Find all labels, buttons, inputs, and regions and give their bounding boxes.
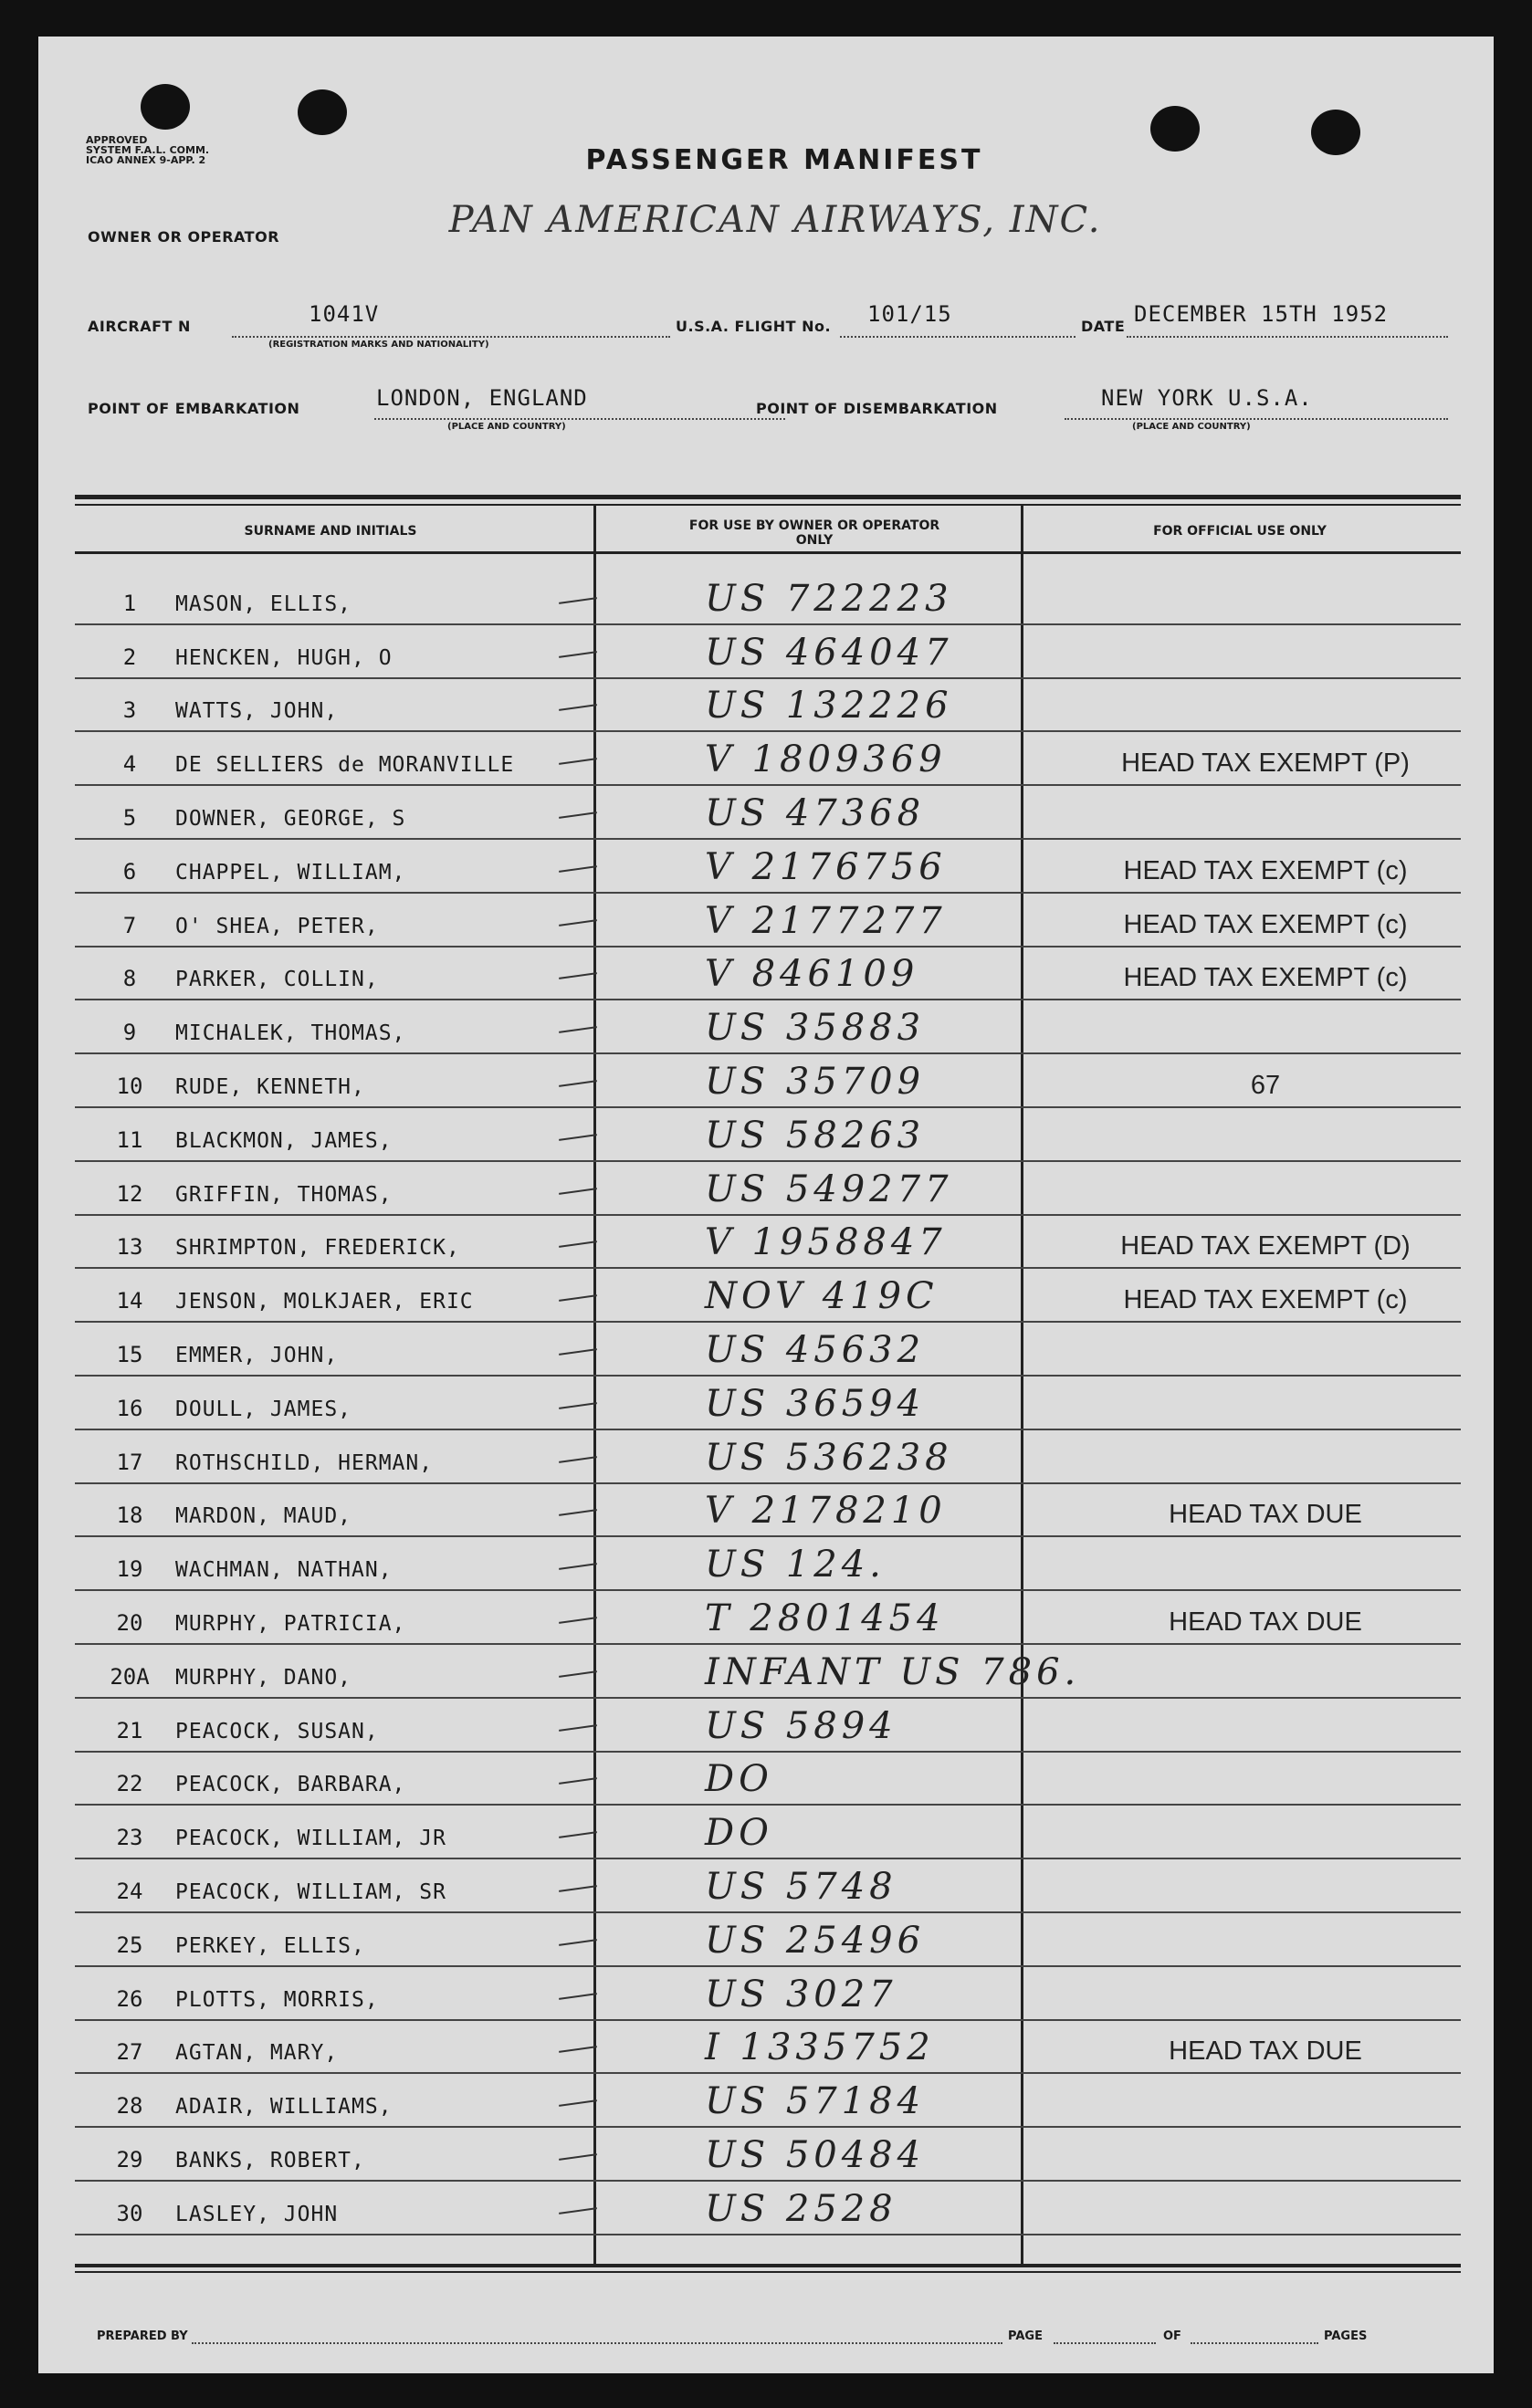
row-number: 13 xyxy=(116,1234,143,1261)
passport-number: US 47368 xyxy=(705,791,926,834)
passport-number: US 35883 xyxy=(705,1007,926,1050)
row-number: 2 xyxy=(122,644,137,670)
passenger-name: RUDE, KENNETH, xyxy=(175,1074,365,1099)
check-mark xyxy=(559,1563,597,1570)
passenger-name: JENSON, MOLKJAER, ERIC xyxy=(175,1290,474,1314)
passport-number: US 536238 xyxy=(705,1436,953,1479)
check-mark xyxy=(559,1777,597,1785)
table-row xyxy=(75,1858,1461,1913)
aircraft-label: AIRCRAFT N xyxy=(88,318,191,335)
official-note: HEAD TAX EXEMPT (D) xyxy=(1120,1231,1411,1262)
table-row xyxy=(75,946,1461,1001)
table-row xyxy=(75,1429,1461,1484)
check-mark xyxy=(559,1402,597,1409)
flight-label: U.S.A. FLIGHT No. xyxy=(676,318,832,335)
check-mark xyxy=(559,1080,597,1087)
table-row xyxy=(75,1589,1461,1645)
table-row xyxy=(75,1321,1461,1377)
check-mark xyxy=(559,1241,597,1248)
passport-number: US 36594 xyxy=(705,1382,926,1425)
passport-number: I 1335752 xyxy=(705,2026,935,2069)
passenger-name: HENCKEN, HUGH, O xyxy=(175,645,393,670)
row-number: 16 xyxy=(116,1395,143,1421)
check-mark xyxy=(559,2153,597,2161)
passport-number: DO xyxy=(705,1758,773,1801)
official-note: HEAD TAX EXEMPT (c) xyxy=(1123,1285,1408,1315)
passenger-name: BANKS, ROBERT, xyxy=(175,2148,365,2172)
check-mark xyxy=(559,758,597,765)
prepared-by-label: PREPARED BY xyxy=(97,2329,188,2343)
official-note: HEAD TAX DUE xyxy=(1169,2036,1362,2067)
passenger-name: BLACKMON, JAMES, xyxy=(175,1128,393,1153)
check-mark xyxy=(559,1831,597,1838)
table-row xyxy=(75,2072,1461,2128)
column-header-official: FOR OFFICIAL USE ONLY xyxy=(1153,524,1327,539)
row-number: 28 xyxy=(116,2093,143,2120)
check-mark xyxy=(559,2046,597,2053)
passport-number: NOV 419C xyxy=(705,1275,939,1318)
passport-number: V 2177277 xyxy=(705,899,947,942)
passenger-name: MURPHY, DANO, xyxy=(175,1665,352,1690)
passport-number: US 722223 xyxy=(705,577,953,620)
passenger-name: WACHMAN, NATHAN, xyxy=(175,1558,393,1583)
check-mark xyxy=(559,651,597,658)
passport-number: V 2176756 xyxy=(705,845,947,888)
prepared-line xyxy=(192,2342,1002,2344)
disembark-sub: (PLACE AND COUNTRY) xyxy=(1132,422,1251,432)
row-number: 20 xyxy=(116,1609,143,1636)
table-row xyxy=(75,1804,1461,1859)
passport-number: US 132226 xyxy=(705,685,953,728)
passenger-name: GRIFFIN, THOMAS, xyxy=(175,1182,393,1207)
row-number: 25 xyxy=(116,1932,143,1958)
check-mark xyxy=(559,1456,597,1463)
passenger-name: SHRIMPTON, FREDERICK, xyxy=(175,1236,460,1261)
passenger-name: DOULL, JAMES, xyxy=(175,1397,352,1421)
passport-number: DO xyxy=(705,1812,773,1855)
table-row xyxy=(75,2019,1461,2075)
check-mark xyxy=(559,1724,597,1732)
of-label: OF xyxy=(1163,2329,1181,2343)
pages-label: PAGES xyxy=(1324,2329,1368,2343)
passenger-name: DOWNER, GEORGE, S xyxy=(175,806,406,831)
passenger-name: PEACOCK, WILLIAM, SR xyxy=(175,1879,446,1904)
table-row xyxy=(75,1106,1461,1162)
punch-hole xyxy=(141,84,190,130)
passenger-name: PEACOCK, BARBARA, xyxy=(175,1773,406,1797)
passport-number: US 45632 xyxy=(705,1328,926,1371)
bottom-rule xyxy=(75,2271,1461,2273)
passport-number: US 5748 xyxy=(705,1865,897,1908)
row-number: 27 xyxy=(116,2039,143,2066)
table-row xyxy=(75,1052,1461,1108)
of-line xyxy=(1191,2342,1318,2344)
table-row xyxy=(75,1697,1461,1753)
company-name: PAN AMERICAN AIRWAYS, INC. xyxy=(448,199,1102,241)
official-note: 67 xyxy=(1250,1070,1281,1100)
table-row xyxy=(75,730,1461,786)
check-mark xyxy=(559,1993,597,2000)
row-number: 1 xyxy=(122,590,137,616)
stamp-line: ICAO ANNEX 9-APP. 2 xyxy=(86,154,206,166)
page-label: PAGE xyxy=(1008,2329,1043,2343)
table-row xyxy=(75,892,1461,947)
passport-number: US 549277 xyxy=(705,1167,953,1210)
disembark-line xyxy=(1065,418,1448,420)
official-note: HEAD TAX EXEMPT (c) xyxy=(1123,855,1408,885)
check-mark xyxy=(559,1294,597,1302)
passenger-name: MASON, ELLIS, xyxy=(175,592,352,616)
row-number: 12 xyxy=(116,1180,143,1207)
passenger-name: PARKER, COLLIN, xyxy=(175,968,379,992)
table-row xyxy=(75,1911,1461,1967)
embark-value: LONDON, ENGLAND xyxy=(376,385,588,411)
row-number: 30 xyxy=(116,2200,143,2226)
passenger-name: WATTS, JOHN, xyxy=(175,699,339,724)
table-row xyxy=(75,784,1461,840)
passport-number: T 2801454 xyxy=(705,1597,945,1639)
row-number: 20A xyxy=(110,1663,150,1690)
row-number: 24 xyxy=(116,1878,143,1904)
row-number: 4 xyxy=(122,751,137,778)
row-number: 3 xyxy=(122,697,137,724)
passenger-name: PERKEY, ELLIS, xyxy=(175,1933,365,1958)
row-number: 17 xyxy=(116,1449,143,1475)
check-mark xyxy=(559,1939,597,1946)
row-number: 6 xyxy=(122,858,137,885)
date-value: DECEMBER 15TH 1952 xyxy=(1134,301,1389,327)
table-row xyxy=(75,2126,1461,2182)
passenger-name: O' SHEA, PETER, xyxy=(175,914,379,938)
passport-number: US 124. xyxy=(705,1544,886,1586)
stamp-line: SYSTEM F.A.L. COMM. xyxy=(86,144,210,156)
disembark-label: POINT OF DISEMBARKATION xyxy=(756,400,998,417)
row-number: 10 xyxy=(116,1073,143,1099)
check-mark xyxy=(559,1885,597,1892)
passenger-name: MICHALEK, THOMAS, xyxy=(175,1021,406,1046)
table-row xyxy=(75,999,1461,1054)
date-label: DATE xyxy=(1081,318,1126,335)
row-number: 14 xyxy=(116,1288,143,1314)
row-number: 29 xyxy=(116,2146,143,2172)
passport-number: US 57184 xyxy=(705,2080,926,2123)
bottom-rule xyxy=(75,2264,1461,2267)
passenger-name: PEACOCK, SUSAN, xyxy=(175,1719,379,1743)
row-number: 23 xyxy=(116,1825,143,1851)
official-note: HEAD TAX DUE xyxy=(1169,1607,1362,1637)
passenger-name: AGTAN, MARY, xyxy=(175,2041,339,2066)
passport-number: V 1809369 xyxy=(705,738,947,781)
row-number: 26 xyxy=(116,1985,143,2012)
check-mark xyxy=(559,704,597,711)
row-number: 11 xyxy=(116,1126,143,1153)
passport-number: US 464047 xyxy=(705,631,953,674)
passport-number: V 846109 xyxy=(705,953,919,996)
passenger-name: PLOTTS, MORRIS, xyxy=(175,1987,379,2012)
stamp-line: APPROVED xyxy=(86,134,148,146)
official-note: HEAD TAX EXEMPT (c) xyxy=(1123,909,1408,939)
column-header-name: SURNAME AND INITIALS xyxy=(244,524,417,539)
aircraft-line xyxy=(232,336,670,338)
table-row xyxy=(75,1267,1461,1323)
flight-line xyxy=(840,336,1076,338)
punch-hole xyxy=(298,89,347,135)
check-mark xyxy=(559,597,597,604)
passport-number: US 5894 xyxy=(705,1704,897,1747)
check-mark xyxy=(559,919,597,927)
row-number: 22 xyxy=(116,1771,143,1797)
header-rule xyxy=(75,551,1461,554)
embark-label: POINT OF EMBARKATION xyxy=(88,400,300,417)
table-row xyxy=(75,1482,1461,1538)
row-number: 5 xyxy=(122,804,137,831)
aircraft-sub: (REGISTRATION MARKS AND NATIONALITY) xyxy=(268,340,489,350)
check-mark xyxy=(559,811,597,819)
row-number: 7 xyxy=(122,912,137,938)
date-line xyxy=(1127,336,1448,338)
table-row xyxy=(75,677,1461,733)
check-mark xyxy=(559,865,597,873)
passport-number: US 3027 xyxy=(705,1973,897,2015)
table-row xyxy=(75,623,1461,679)
table-row xyxy=(75,1751,1461,1806)
check-mark xyxy=(559,1188,597,1195)
passport-number: US 58263 xyxy=(705,1114,926,1157)
passport-number: US 2528 xyxy=(705,2187,897,2230)
table-row xyxy=(75,1160,1461,1216)
row-number: 8 xyxy=(122,966,137,992)
table-row xyxy=(75,1375,1461,1430)
check-mark xyxy=(559,1134,597,1141)
official-note: HEAD TAX EXEMPT (P) xyxy=(1121,749,1410,779)
embark-line xyxy=(374,418,785,420)
table-row xyxy=(75,570,1461,625)
embark-sub: (PLACE AND COUNTRY) xyxy=(447,422,566,432)
disembark-value: NEW YORK U.S.A. xyxy=(1101,385,1313,411)
row-number: 21 xyxy=(116,1717,143,1743)
check-mark xyxy=(559,1348,597,1356)
official-note: HEAD TAX DUE xyxy=(1169,1500,1362,1530)
table-row xyxy=(75,838,1461,894)
manifest-title: PASSENGER MANIFEST xyxy=(585,144,983,176)
passport-number: US 50484 xyxy=(705,2133,926,2176)
row-number: 15 xyxy=(116,1341,143,1367)
check-mark xyxy=(559,1617,597,1624)
passenger-name: CHAPPEL, WILLIAM, xyxy=(175,860,406,885)
passenger-name: MARDON, MAUD, xyxy=(175,1504,352,1529)
check-mark xyxy=(559,2207,597,2214)
check-mark xyxy=(559,972,597,979)
row-number: 19 xyxy=(116,1556,143,1583)
column-header-owner: FOR USE BY OWNER OR OPERATOR ONLY xyxy=(688,518,940,548)
passenger-name: ROTHSCHILD, HERMAN, xyxy=(175,1450,434,1475)
passenger-name: EMMER, JOHN, xyxy=(175,1343,339,1367)
passenger-name: DE SELLIERS de MORANVILLE xyxy=(175,753,515,778)
table-row xyxy=(75,2180,1461,2235)
passport-number: US 35709 xyxy=(705,1060,926,1103)
passport-number: INFANT US 786. xyxy=(705,1650,1081,1693)
table-row xyxy=(75,1965,1461,2021)
manifest-sheet xyxy=(38,37,1494,2373)
check-mark xyxy=(559,2099,597,2107)
passport-number: V 2178210 xyxy=(705,1490,947,1533)
aircraft-value: 1041V xyxy=(309,301,380,327)
owner-label: OWNER OR OPERATOR xyxy=(88,228,280,246)
page-line xyxy=(1054,2342,1156,2344)
table-row xyxy=(75,1643,1461,1699)
flight-value: 101/15 xyxy=(867,301,952,327)
passenger-name: PEACOCK, WILLIAM, JR xyxy=(175,1827,446,1851)
check-mark xyxy=(559,1509,597,1516)
header-rule xyxy=(75,495,1461,499)
check-mark xyxy=(559,1026,597,1033)
table-row xyxy=(75,1535,1461,1591)
row-number: 18 xyxy=(116,1502,143,1529)
passport-number: US 25496 xyxy=(705,1919,926,1962)
passenger-name: ADAIR, WILLIAMS, xyxy=(175,2095,393,2120)
row-number: 9 xyxy=(122,1020,137,1046)
passenger-name: MURPHY, PATRICIA, xyxy=(175,1611,406,1636)
header-rule xyxy=(75,504,1461,506)
passenger-name: LASLEY, JOHN xyxy=(175,2202,339,2226)
passport-number: V 1958847 xyxy=(705,1221,947,1264)
official-note: HEAD TAX EXEMPT (c) xyxy=(1123,963,1408,993)
check-mark xyxy=(559,1670,597,1678)
table-row xyxy=(75,1214,1461,1270)
